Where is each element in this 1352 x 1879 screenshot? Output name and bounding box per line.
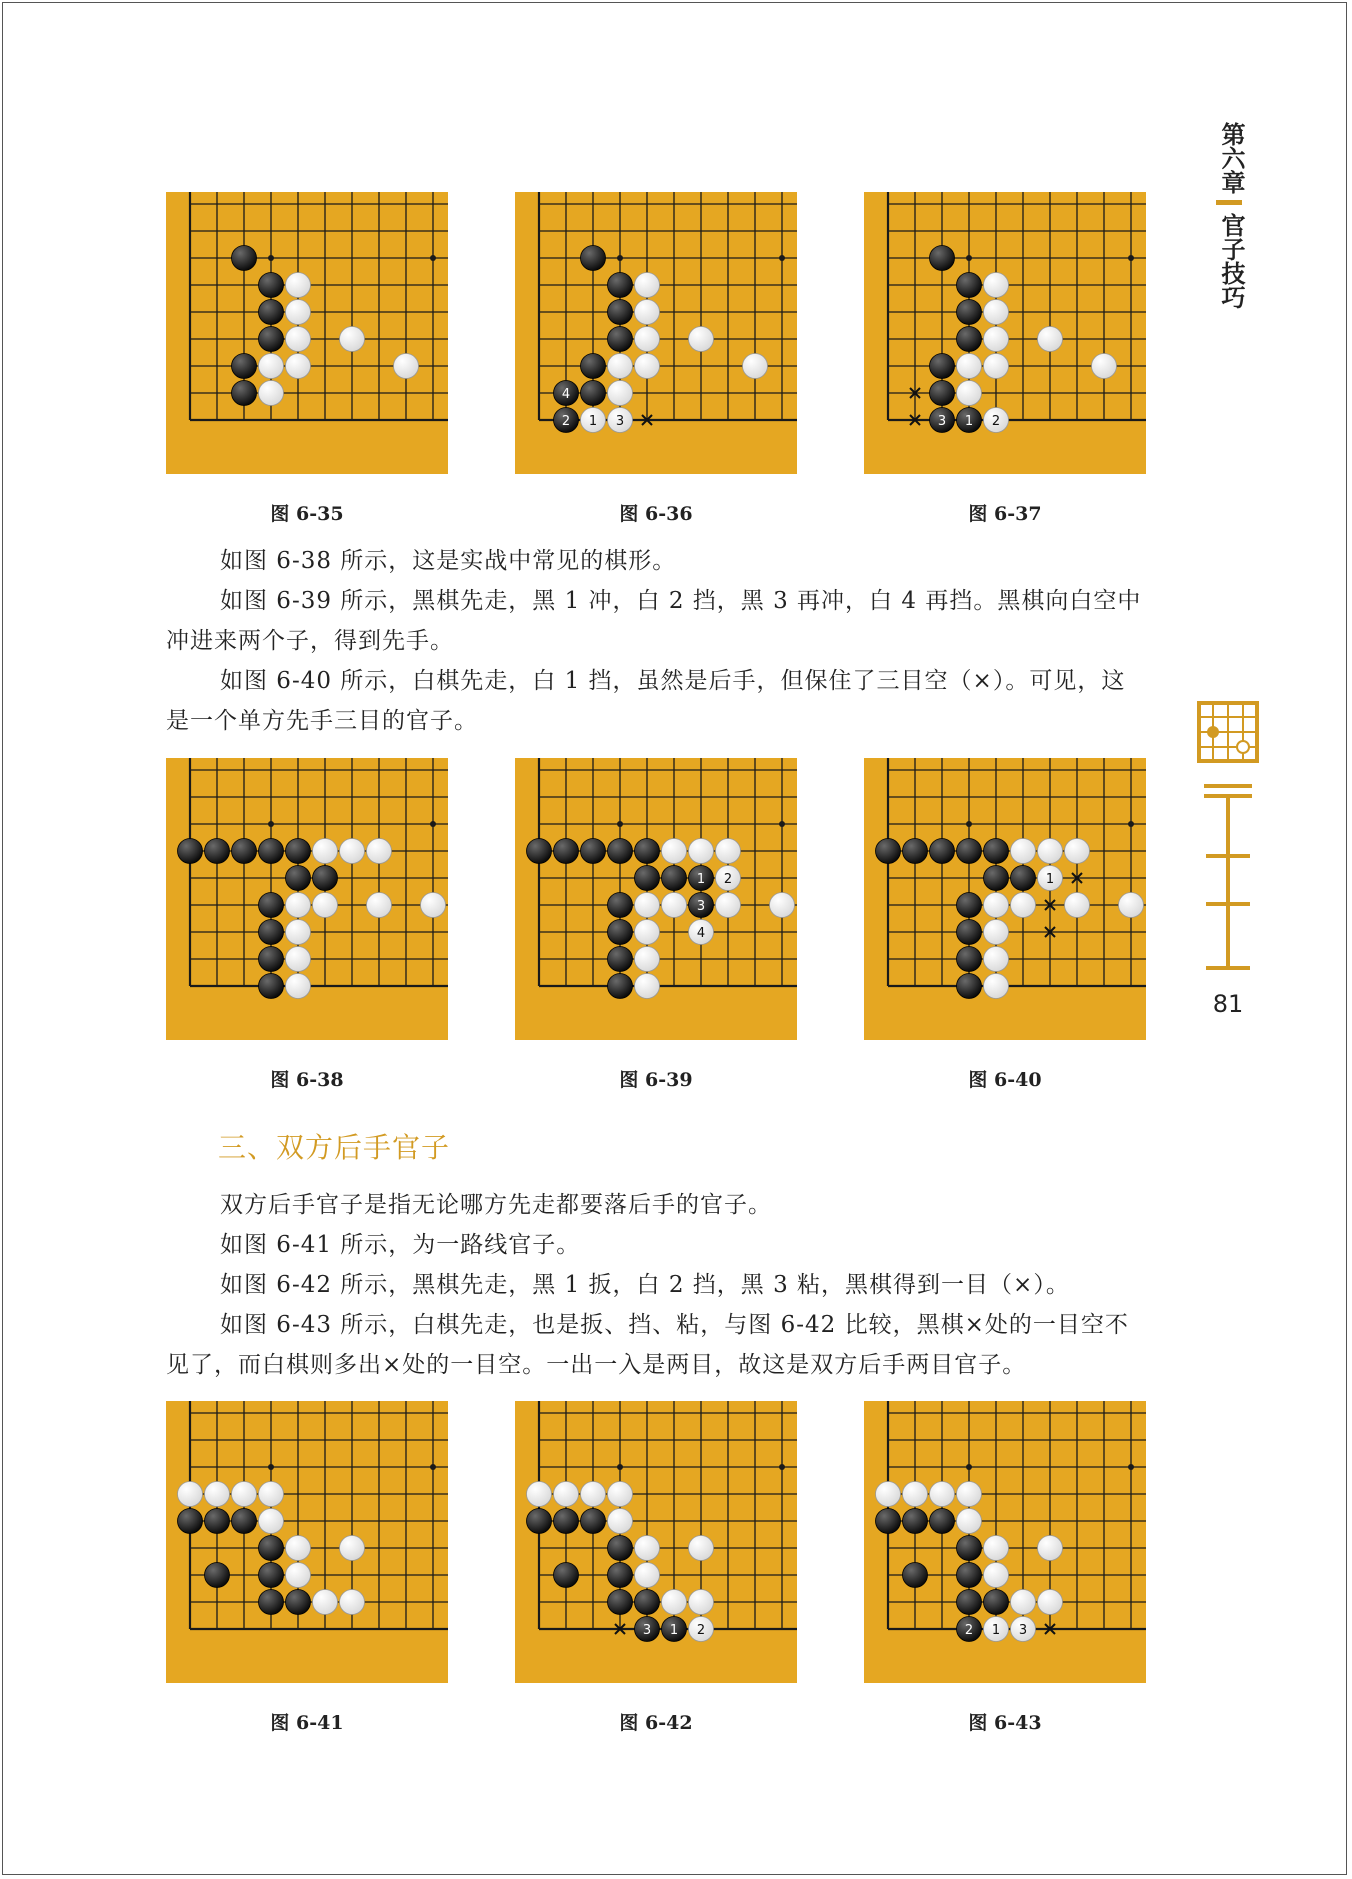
move-number: 1 [696, 872, 706, 887]
white-stone [689, 327, 714, 352]
black-stone [957, 839, 982, 864]
white-stone [527, 1482, 552, 1507]
black-stone [259, 947, 284, 972]
black-stone [608, 974, 633, 999]
star-point [268, 255, 274, 261]
black-stone [957, 920, 982, 945]
black-stone [259, 300, 284, 325]
star-point [617, 821, 623, 827]
white-stone [367, 839, 392, 864]
body-text-bottom [166, 1185, 1146, 1385]
star-point [966, 1464, 972, 1470]
black-stone [581, 839, 606, 864]
white-stone [394, 354, 419, 379]
black-stone [608, 1563, 633, 1588]
black-stone [957, 974, 982, 999]
white-stone [286, 974, 311, 999]
white-stone [635, 974, 660, 999]
white-stone [367, 893, 392, 918]
black-stone [232, 1509, 257, 1534]
star-point [1128, 255, 1134, 261]
black-stone [178, 839, 203, 864]
black-stone [232, 354, 257, 379]
white-stone [1065, 839, 1090, 864]
black-stone [957, 327, 982, 352]
white-stone [286, 893, 311, 918]
black-stone [259, 1563, 284, 1588]
figure-caption: 图 6-40 [968, 1069, 1042, 1091]
black-stone [984, 866, 1009, 891]
white-stone [259, 381, 284, 406]
move-number: 1 [588, 414, 598, 429]
white-stone [662, 1590, 687, 1615]
white-stone [930, 1482, 955, 1507]
black-stone [957, 1590, 982, 1615]
move-number: 4 [561, 387, 571, 402]
white-stone [286, 1563, 311, 1588]
black-stone [286, 839, 311, 864]
black-stone [554, 839, 579, 864]
paragraph: 如图 6-40 所示，白棋先走，白 1 挡，虽然是后手，但保住了三目空（×）。可见，这是一个单方先手三目的官子。 [166, 668, 1126, 734]
white-stone [340, 327, 365, 352]
go-diagram [515, 1401, 797, 1683]
go-diagram [166, 758, 448, 1040]
move-number: 1 [1045, 872, 1055, 887]
chapter-title: 官子技巧 [1217, 213, 1245, 309]
go-diagram [864, 1401, 1146, 1683]
white-stone [313, 1590, 338, 1615]
move-number: 4 [696, 926, 706, 941]
white-stone [608, 1509, 633, 1534]
figure-caption: 图 6-39 [619, 1069, 693, 1091]
white-stone [205, 1482, 230, 1507]
star-point [430, 821, 436, 827]
black-stone [608, 1590, 633, 1615]
body-text-top [166, 541, 1146, 741]
move-number: 3 [615, 414, 625, 429]
paragraph: 如图 6-43 所示，白棋先走，也是扳、挡、粘，与图 6-42 比较，黑棋×处的一目空不见了，而白棋则多出×处的一目空。一出一入是两目，故这是双方后手两目官子。 [166, 1312, 1129, 1378]
move-number: 3 [937, 414, 947, 429]
paragraph: 如图 6-38 所示，这是实战中常见的棋形。 [220, 548, 677, 574]
black-stone [259, 327, 284, 352]
black-stone [957, 1536, 982, 1561]
white-stone [232, 1482, 257, 1507]
star-point [966, 255, 972, 261]
go-board-svg [166, 192, 448, 474]
black-stone [984, 1590, 1009, 1615]
black-stone [930, 381, 955, 406]
go-board-svg [166, 758, 448, 1040]
white-stone [340, 1536, 365, 1561]
black-stone [608, 1536, 633, 1561]
white-stone [957, 354, 982, 379]
black-stone [178, 1509, 203, 1534]
star-point [430, 255, 436, 261]
star-point [617, 255, 623, 261]
white-stone [984, 920, 1009, 945]
move-number: 1 [669, 1623, 679, 1638]
white-stone [635, 354, 660, 379]
black-stone [608, 300, 633, 325]
move-number: 3 [642, 1623, 652, 1638]
white-stone [286, 354, 311, 379]
star-point [779, 255, 785, 261]
white-stone [689, 839, 714, 864]
black-stone [957, 893, 982, 918]
move-number: 3 [1018, 1623, 1028, 1638]
white-stone [1038, 327, 1063, 352]
star-point [430, 1464, 436, 1470]
white-stone [313, 893, 338, 918]
black-stone [232, 839, 257, 864]
page-number: 81 [1212, 990, 1244, 1018]
chapter-label [1214, 122, 1244, 309]
white-stone [635, 300, 660, 325]
white-stone [1011, 893, 1036, 918]
white-stone [554, 1482, 579, 1507]
black-stone [957, 1563, 982, 1588]
white-stone [984, 273, 1009, 298]
star-point [779, 1464, 785, 1470]
white-stone [635, 947, 660, 972]
black-stone [259, 974, 284, 999]
white-stone [635, 1536, 660, 1561]
move-number: 2 [723, 872, 733, 887]
black-stone [608, 327, 633, 352]
white-stone [662, 839, 687, 864]
move-number: 1 [991, 1623, 1001, 1638]
white-stone [984, 327, 1009, 352]
black-stone [232, 381, 257, 406]
section-heading: 三、双方后手官子 [218, 1131, 451, 1164]
chapter-divider [1216, 200, 1242, 205]
white-stone [286, 1536, 311, 1561]
black-stone [608, 839, 633, 864]
black-stone [635, 1590, 660, 1615]
white-stone [259, 354, 284, 379]
figure-caption: 图 6-36 [619, 503, 693, 525]
black-stone [930, 354, 955, 379]
go-board-svg [864, 1401, 1146, 1683]
black-stone [205, 1509, 230, 1534]
black-stone [930, 839, 955, 864]
black-stone [205, 839, 230, 864]
move-number: 2 [561, 414, 571, 429]
black-stone [554, 1563, 579, 1588]
white-stone [984, 354, 1009, 379]
white-stone [984, 1563, 1009, 1588]
black-stone [259, 839, 284, 864]
white-stone [689, 1590, 714, 1615]
star-point [966, 821, 972, 827]
black-stone [876, 1509, 901, 1534]
black-stone [313, 866, 338, 891]
black-stone [259, 1536, 284, 1561]
go-board-svg [515, 1401, 797, 1683]
go-diagram [515, 192, 797, 474]
white-stone [662, 893, 687, 918]
paragraph: 如图 6-41 所示，为一路线官子。 [220, 1232, 581, 1258]
move-number: 2 [696, 1623, 706, 1638]
white-stone [608, 354, 633, 379]
black-stone [608, 273, 633, 298]
white-stone [286, 920, 311, 945]
figure-caption: 图 6-43 [968, 1712, 1042, 1734]
white-stone [770, 893, 795, 918]
white-stone [957, 1509, 982, 1534]
white-stone [635, 920, 660, 945]
figure-caption: 图 6-37 [968, 503, 1042, 525]
star-point [617, 1464, 623, 1470]
go-board-svg [515, 758, 797, 1040]
go-diagram [166, 192, 448, 474]
white-stone [716, 893, 741, 918]
white-stone [1011, 839, 1036, 864]
white-stone [635, 273, 660, 298]
white-stone [340, 839, 365, 864]
black-stone [554, 1509, 579, 1534]
go-board-svg [864, 758, 1146, 1040]
black-stone [984, 839, 1009, 864]
white-stone [286, 300, 311, 325]
paragraph: 双方后手官子是指无论哪方先走都要落后手的官子。 [220, 1192, 772, 1218]
go-board-svg [864, 192, 1146, 474]
white-stone [716, 839, 741, 864]
white-stone [1011, 1590, 1036, 1615]
move-number: 1 [964, 414, 974, 429]
white-stone [259, 1509, 284, 1534]
black-stone [957, 947, 982, 972]
black-stone [581, 246, 606, 271]
black-stone [259, 1590, 284, 1615]
white-stone [1092, 354, 1117, 379]
white-stone [421, 893, 446, 918]
white-stone [876, 1482, 901, 1507]
go-board-ornament-icon [1196, 700, 1260, 980]
white-stone [1065, 893, 1090, 918]
black-stone [930, 1509, 955, 1534]
white-stone [984, 974, 1009, 999]
black-stone [1011, 866, 1036, 891]
white-stone [178, 1482, 203, 1507]
black-stone [903, 1509, 928, 1534]
black-stone [205, 1563, 230, 1588]
figure-caption: 图 6-41 [270, 1712, 344, 1734]
white-stone [903, 1482, 928, 1507]
go-diagram [864, 192, 1146, 474]
white-stone [340, 1590, 365, 1615]
white-stone [689, 1536, 714, 1561]
move-number: 2 [991, 414, 1001, 429]
black-stone [876, 839, 901, 864]
black-stone [259, 893, 284, 918]
white-stone [984, 300, 1009, 325]
black-stone [662, 866, 687, 891]
black-stone [286, 866, 311, 891]
move-number: 3 [696, 899, 706, 914]
white-stone [608, 381, 633, 406]
black-stone [608, 947, 633, 972]
white-stone [635, 893, 660, 918]
black-stone [259, 273, 284, 298]
figure-caption: 图 6-42 [619, 1712, 693, 1734]
black-stone [527, 839, 552, 864]
black-stone [581, 354, 606, 379]
figure-caption: 图 6-38 [270, 1069, 344, 1091]
white-stone [286, 327, 311, 352]
black-stone [259, 920, 284, 945]
black-stone [957, 300, 982, 325]
white-stone [1038, 1590, 1063, 1615]
go-board-svg [166, 1401, 448, 1683]
go-diagram [166, 1401, 448, 1683]
go-diagram [864, 758, 1146, 1040]
chapter-number: 第六章 [1217, 122, 1245, 194]
star-point [268, 1464, 274, 1470]
white-stone [635, 1563, 660, 1588]
black-stone [635, 866, 660, 891]
white-stone [635, 327, 660, 352]
white-stone [608, 1482, 633, 1507]
white-stone [743, 354, 768, 379]
black-stone [581, 1509, 606, 1534]
figure-caption: 图 6-35 [270, 503, 344, 525]
black-stone [232, 246, 257, 271]
white-stone [1038, 1536, 1063, 1561]
white-stone [957, 381, 982, 406]
black-stone [957, 273, 982, 298]
star-point [1128, 821, 1134, 827]
move-number: 2 [964, 1623, 974, 1638]
white-stone [259, 1482, 284, 1507]
go-board-svg [515, 192, 797, 474]
white-stone [984, 893, 1009, 918]
paragraph: 如图 6-42 所示，黑棋先走，黑 1 扳，白 2 挡，黑 3 粘，黑棋得到一目（×）。 [220, 1272, 1070, 1298]
black-stone [286, 1590, 311, 1615]
white-stone [1038, 839, 1063, 864]
black-stone [581, 381, 606, 406]
black-stone [527, 1509, 552, 1534]
white-stone [286, 947, 311, 972]
white-stone [1119, 893, 1144, 918]
white-stone [957, 1482, 982, 1507]
black-stone [930, 246, 955, 271]
white-stone [984, 947, 1009, 972]
white-stone [313, 839, 338, 864]
paragraph: 如图 6-39 所示，黑棋先走，黑 1 冲，白 2 挡，黑 3 再冲，白 4 再挡。黑棋向白空中冲进来两个子，得到先手。 [166, 588, 1142, 654]
black-stone [608, 920, 633, 945]
star-point [268, 821, 274, 827]
go-diagram [515, 758, 797, 1040]
black-stone [608, 893, 633, 918]
white-stone [984, 1536, 1009, 1561]
star-point [779, 821, 785, 827]
black-stone [903, 839, 928, 864]
black-stone [903, 1563, 928, 1588]
black-stone [635, 839, 660, 864]
star-point [1128, 1464, 1134, 1470]
white-stone [286, 273, 311, 298]
white-stone [581, 1482, 606, 1507]
